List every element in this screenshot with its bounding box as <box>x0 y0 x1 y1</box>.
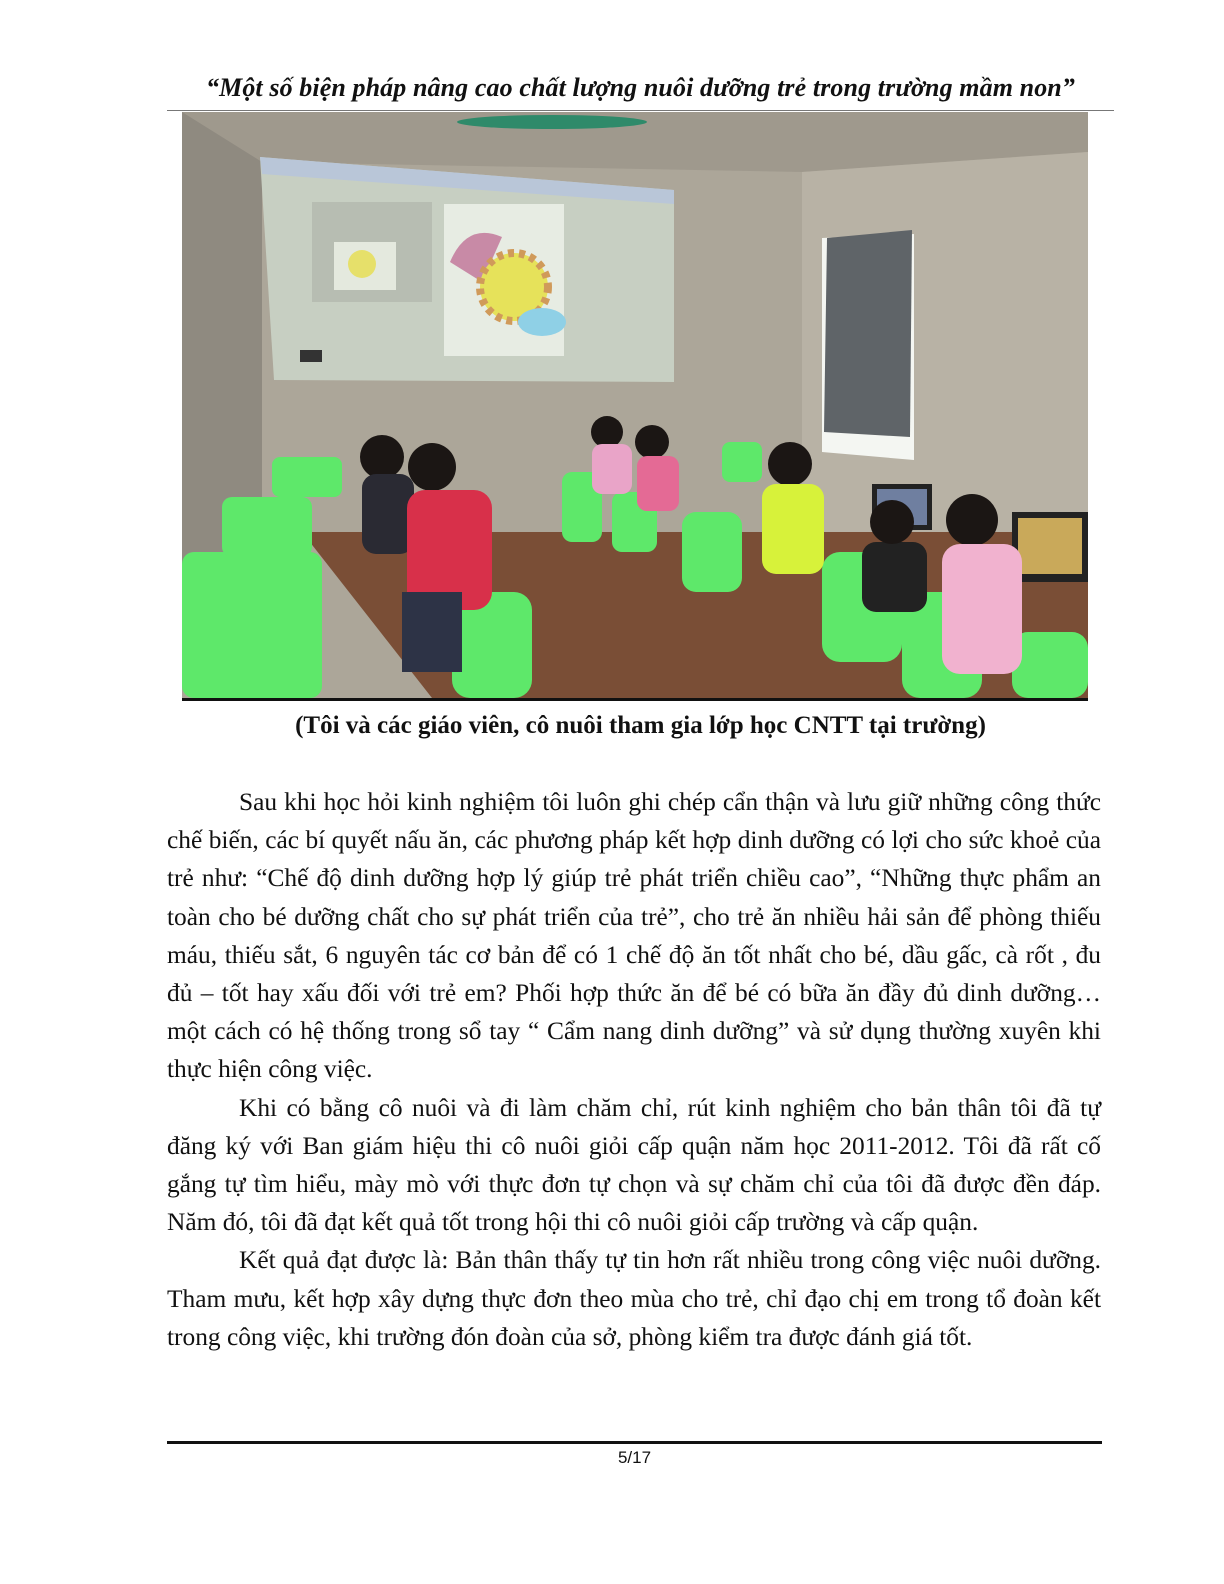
body-text <box>167 783 1101 1356</box>
header-divider <box>167 110 1114 111</box>
running-header-title: “Một số biện pháp nâng cao chất lượng nuôi dưỡng trẻ trong trường mầm non” <box>206 73 1075 102</box>
footer-divider <box>167 1441 1102 1444</box>
ceiling-fan <box>457 115 647 129</box>
page-number: 5/17 <box>617 1448 652 1467</box>
classroom-photo <box>182 112 1088 701</box>
paragraph: Sau khi học hỏi kinh nghiệm tôi luôn ghi chép cẩn thận và lưu giữ những công thức chế biến, các bí quyết nấu ăn, các phương pháp kết hợp dinh dưỡng có lợi cho sức khoẻ của trẻ như: “Chế độ dinh dưỡng hợp lý giúp trẻ phát triển chiều cao”, “Những thực phẩm an toàn cho bé dưỡng chất cho sự phát triển của trẻ”, cho trẻ ăn nhiều hải sản để phòng thiếu máu, thiếu sắt, 6 nguyên tác cơ bản để có 1 chế độ ăn tốt nhất cho bé, dầu gấc, cà rốt , đu đủ – tốt hay xấu đối với trẻ em? Phối hợp thức ăn để bé có bữa ăn đầy đủ dinh dưỡng… một cách có hệ thống trong sổ tay “ Cẩm nang dinh dưỡng” và sử dụng thường xuyên khi thực hiện công việc. <box>167 788 1101 1084</box>
paragraph: Kết quả đạt được là: Bản thân thấy tự tin hơn rất nhiều trong công việc nuôi dưỡng. Tham mưu, kết hợp xây dựng thực đơn theo mùa cho trẻ, chỉ đạo chị em trong tổ đoàn kết trong công việc, khi trường đón đoàn của sở, phòng kiểm tra được đánh giá tốt. <box>167 1246 1101 1351</box>
photo-illustration <box>182 112 1088 698</box>
paragraph: Khi có bằng cô nuôi và đi làm chăm chỉ, rút kinh nghiệm cho bản thân tôi đã tự đăng ký với Ban giám hiệu thi cô nuôi giỏi cấp quận năm học 2011-2012. Tôi đã rất cố gắng tự tìm hiểu, mày mò với thực đơn tự chọn và sự chăm chỉ của tôi đã được đền đáp. Năm đó, tôi đã đạt kết quả tốt trong hội thi cô nuôi giỏi cấp trường và cấp quận. <box>167 1093 1101 1237</box>
figure-caption: (Tôi và các giáo viên, cô nuôi tham gia lớp học CNTT tại trường) <box>295 712 986 739</box>
window-blind <box>824 230 912 437</box>
